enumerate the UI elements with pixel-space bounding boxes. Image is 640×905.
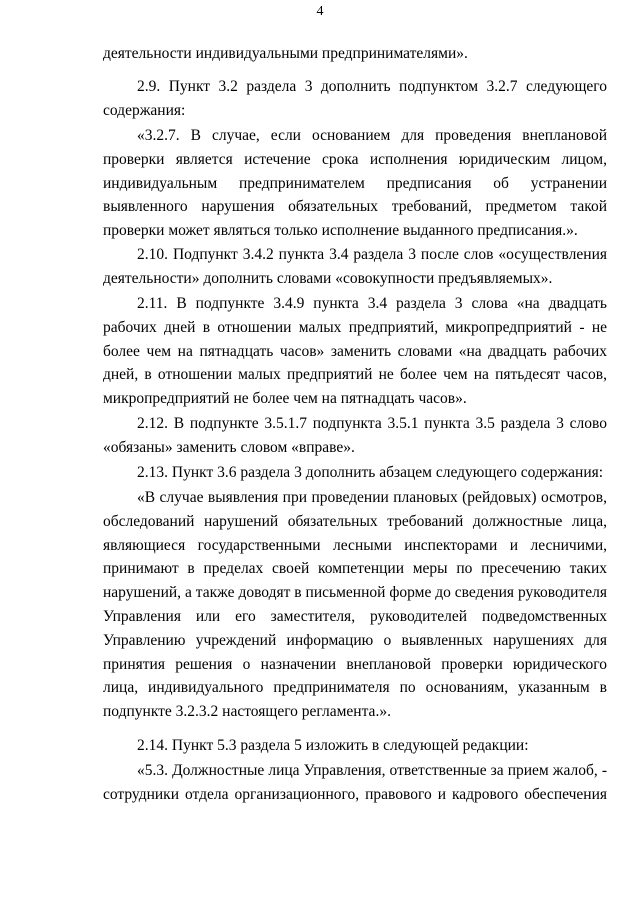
paragraph-2-13: 2.13. Пункт 3.6 раздела 3 дополнить абзацем следующего содержания: — [137, 464, 604, 481]
page-number: 4 — [316, 4, 324, 19]
paragraph-3-6-quote: «В случае выявления при проведении плановых (рейдовых) осмотров, обследований нарушений обязательных требований должностные лица, являющиеся государственными лесными инспекторами и лесничими, принимают в пределах своей компетенции меры по пресечению таких нарушений, а также доводят в письменной форме до сведения руководителя Управления или его заместителя, руководителей подведомственных Управлению учреждений информацию о выявленных нарушениях для принятия решения о назначении внеплановой проверки юридического лица, индивидуального предпринимателя по основаниям, указанным в подпункте 3.2.3.2 настоящего регламента.». — [103, 489, 607, 721]
paragraph-continuation: деятельности индивидуальными предпринимателями». — [103, 45, 468, 62]
paragraph-3-2-7-quote: «3.2.7. В случае, если основанием для проведения внеплановой проверки является истечение срока исполнения юридическим лицом, индивидуальным предпринимателем предписания об устранении выявленного нарушения обязательных требований, предметом такой проверки может являться только исполнение выданного предписания.». — [103, 127, 607, 240]
paragraph-2-12: 2.12. В подпункте 3.5.1.7 подпункта 3.5.1 пункта 3.5 раздела 3 слово «обязаны» заменить словом «вправе». — [103, 415, 607, 456]
paragraph-2-10: 2.10. Подпункт 3.4.2 пункта 3.4 раздела 3 после слов «осуществления деятельности» дополнить словами «совокупности предъявляемых». — [103, 246, 607, 287]
paragraph-2-9: 2.9. Пункт 3.2 раздела 3 дополнить подпунктом 3.2.7 следующего содержания: — [103, 78, 607, 119]
paragraph-2-11: 2.11. В подпункте 3.4.9 пункта 3.4 раздела 3 слова «на двадцать рабочих дней в отношении малых предприятий, микропредприятий - не более чем на пятнадцать часов» заменить словами «на двадцать рабочих дней, в отношении малых предприятий не более чем на пятьдесят часов, микропредприятий не более чем на пятнадцать часов». — [103, 295, 607, 408]
paragraph-5-3-quote: «5.3. Должностные лица Управления, ответственные за прием жалоб, - сотрудники отдела организационного, правового и кадрового обеспечения — [103, 762, 607, 803]
paragraph-2-14: 2.14. Пункт 5.3 раздела 5 изложить в следующей редакции: — [137, 737, 529, 754]
